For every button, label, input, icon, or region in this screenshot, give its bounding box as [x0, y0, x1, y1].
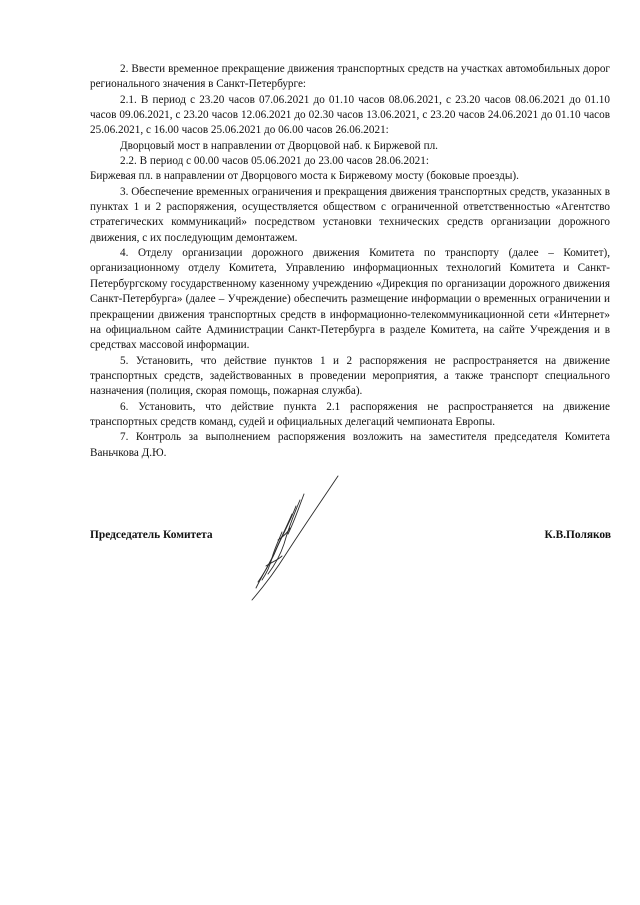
paragraph-2-1-road: Дворцовый мост в направлении от Дворцовой наб. к Биржевой пл. — [120, 139, 438, 152]
handwritten-signature — [238, 470, 348, 605]
paragraph-7: 7. Контроль за выполнением распоряжения возложить на заместителя председателя Комитета Ваньчкова Д.Ю. — [90, 431, 610, 459]
document-body — [90, 62, 610, 461]
paragraph-2-1: 2.1. В период с 23.20 часов 07.06.2021 до 01.10 часов 08.06.2021, с 23.20 часов 08.06.2021 до 01.10 часов 09.06.2021, с 23.20 часов 12.06.2021 до 02.30 часов 13.06.2021, с 23.20 часов 24.06.2021 до 01.10 часов 25.06.2021, с 16.00 часов 25.06.2021 до 06.00 часов 26.06.2021: — [90, 93, 610, 137]
paragraph-3: 3. Обеспечение временных ограничения и прекращения движения транспортных средств, указанных в пунктах 1 и 2 распоряжения, осуществляется обществом с ограниченной ответственностью «Агентство стратегических коммуникаций» посредством установки технических средств организации дорожного движения, с их последующим демонтажем. — [90, 185, 610, 244]
paragraph-2-2: 2.2. В период с 00.00 часов 05.06.2021 до 23.00 часов 28.06.2021: — [120, 155, 429, 168]
signatory-position: Председатель Комитета — [90, 529, 213, 541]
paragraph-6: 6. Установить, что действие пункта 2.1 распоряжения не распространяется на движение транспортных средств команд, судей и официальных делегаций чемпионата Европы. — [90, 400, 610, 428]
paragraph-2: 2. Ввести временное прекращение движения транспортных средств на участках автомобильных дорог регионального значения в Санкт-Петербурге: — [90, 63, 610, 91]
paragraph-4: 4. Отделу организации дорожного движения Комитета по транспорту (далее – Комитет), организационному отделу Комитета, Управлению информационных технологий Комитета и Санкт-Петербургскому государственному казенному учреждению «Дирекция по организации дорожного движения Санкт-Петербурга» (далее – Учреждение) обеспечить размещение информации о временных ограничении и прекращении движения транспортных средств в информационно-телекоммуникационной сети «Интернет» на официальном сайте Администрации Санкт-Петербурга в разделе Комитета, на сайте Учреждения и в средствах массовой информации. — [90, 247, 610, 352]
paragraph-5: 5. Установить, что действие пунктов 1 и 2 распоряжения не распространяется на движение транспортных средств, задействованных в проведении мероприятия, а также транспорт специального назначения (полиция, скорая помощь, пожарная служба). — [90, 354, 610, 398]
signatory-name: К.В.Поляков — [544, 529, 611, 541]
paragraph-2-2-road: Биржевая пл. в направлении от Дворцового моста к Биржевому мосту (боковые проезды). — [90, 170, 519, 183]
